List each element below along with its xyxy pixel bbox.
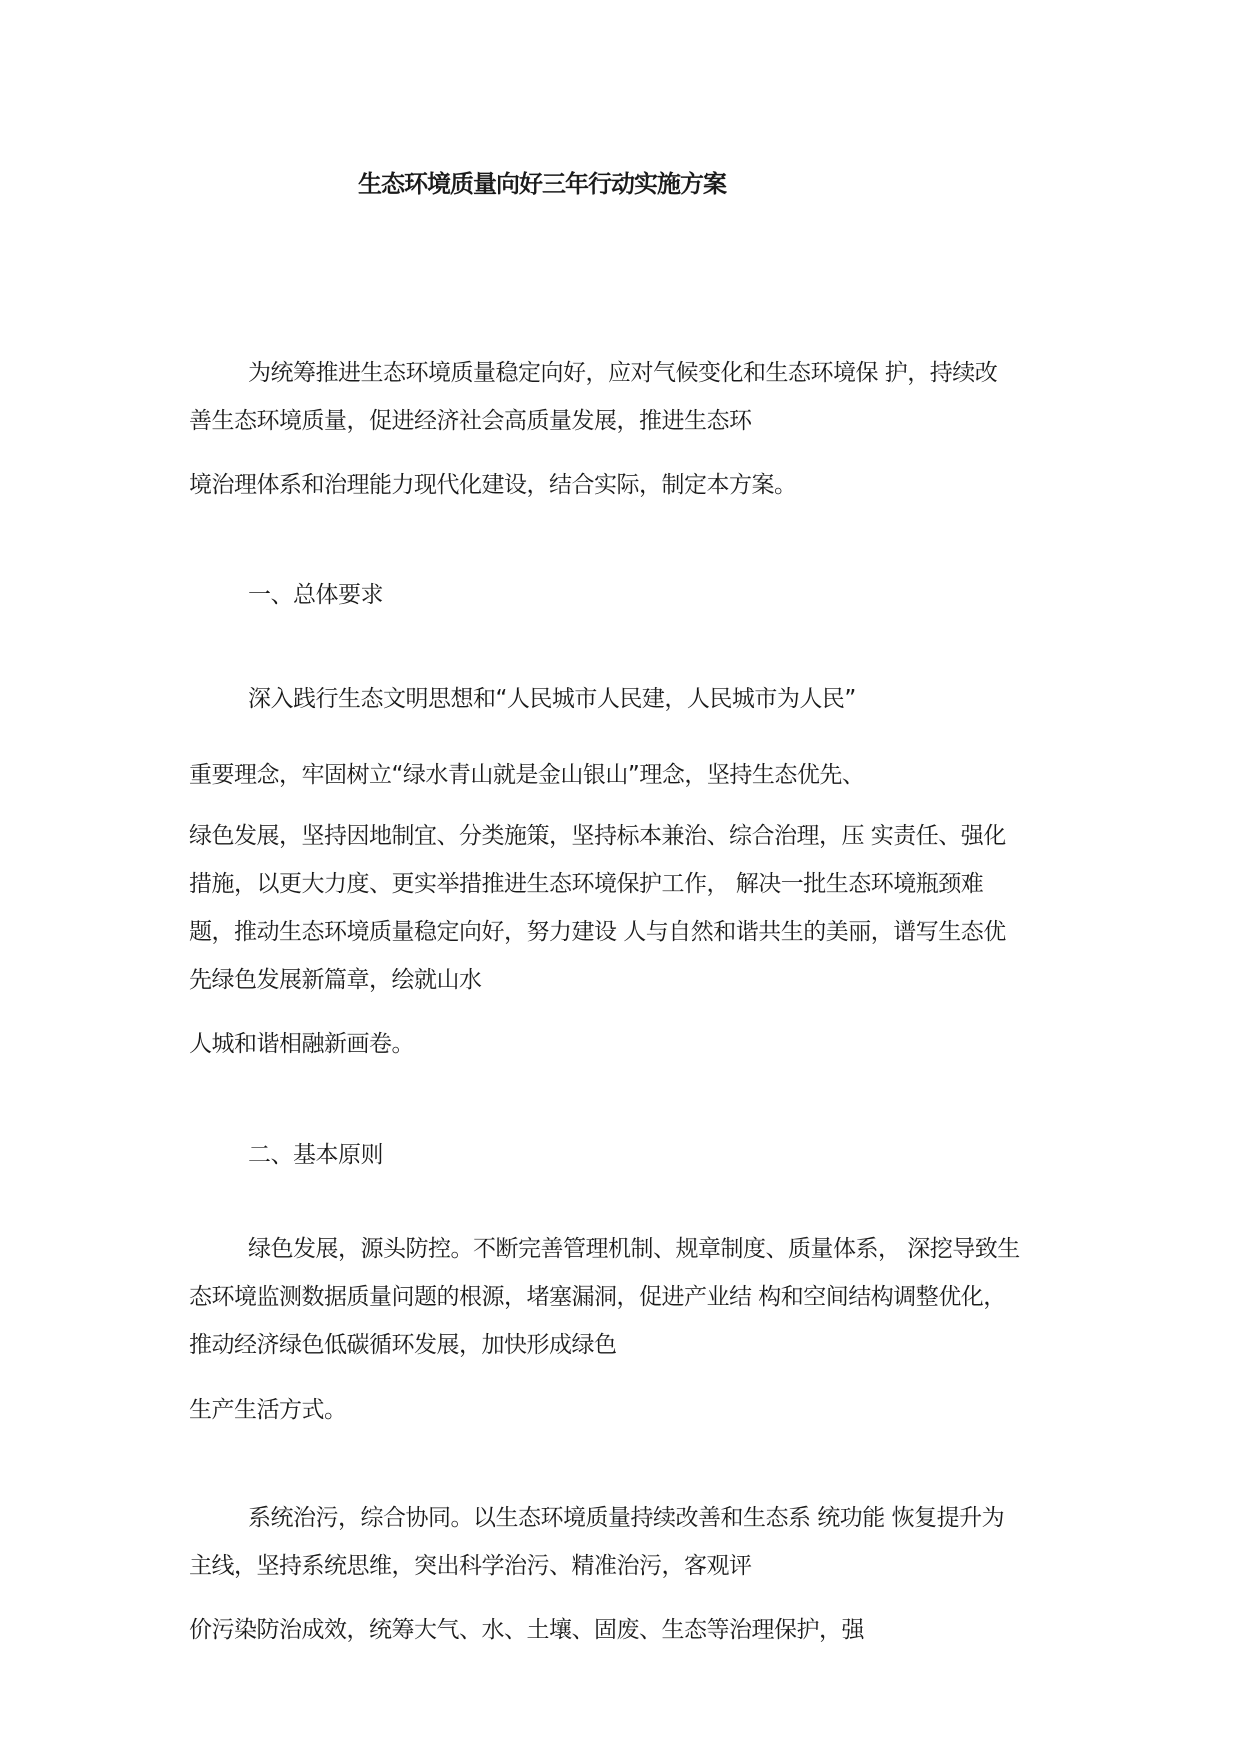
intro-line-3: 境治理体系和治理能力现代化建设，结合实际，制定本方案。 xyxy=(189,472,797,498)
section1-line-1: 深入践行生态文明思想和“人民城市人民建，人民城市为人民” xyxy=(248,686,856,712)
section2-heading: 二、基本原则 xyxy=(248,1142,383,1168)
section1-heading: 一、总体要求 xyxy=(248,582,383,608)
section2-para2-line-3: 价污染防治成效，统筹大气、水、土壤、固废、生态等治理保护，强 xyxy=(189,1617,864,1643)
section1-line-4: 措施，以更大力度、更实举措推进生态环境保护工作， 解决一批生态环境瓶颈难 xyxy=(189,871,984,897)
section1-line-2: 重要理念，牢固树立“绿水青山就是金山银山”理念，坚持生态优先、 xyxy=(189,762,865,788)
section1-line-6: 先绿色发展新篇章，绘就山水 xyxy=(189,967,482,993)
section1-line-7: 人城和谐相融新画卷。 xyxy=(189,1031,414,1057)
intro-line-1: 为统筹推进生态环境质量稳定向好，应对气候变化和生态环境保 护，持续改 xyxy=(248,360,998,386)
document-title: 生态环境质量向好三年行动实施方案 xyxy=(358,170,726,198)
section1-line-3: 绿色发展，坚持因地制宜、分类施策，坚持标本兼治、综合治理，压 实责任、强化 xyxy=(189,823,1006,849)
section2-para1-line-3: 推动经济绿色低碳循环发展，加快形成绿色 xyxy=(189,1332,617,1358)
section2-para2-line-2: 主线，坚持系统思维，突出科学治污、精准治污，客观评 xyxy=(189,1553,752,1579)
intro-line-2: 善生态环境质量，促进经济社会高质量发展，推进生态环 xyxy=(189,408,752,434)
section2-para1-line-4: 生产生活方式。 xyxy=(189,1397,347,1423)
section2-para2-line-1: 系统治污，综合协同。以生态环境质量持续改善和生态系 统功能 恢复提升为 xyxy=(248,1505,1005,1531)
section2-para1-line-2: 态环境监测数据质量问题的根源，堵塞漏洞，促进产业结 构和空间结构调整优化， xyxy=(189,1284,1006,1310)
section2-para1-line-1: 绿色发展，源头防控。不断完善管理机制、规章制度、质量体系， 深挖导致生 xyxy=(248,1236,1020,1262)
section1-line-5: 题，推动生态环境质量稳定向好，努力建设 人与自然和谐共生的美丽，谱写生态优 xyxy=(189,919,1006,945)
